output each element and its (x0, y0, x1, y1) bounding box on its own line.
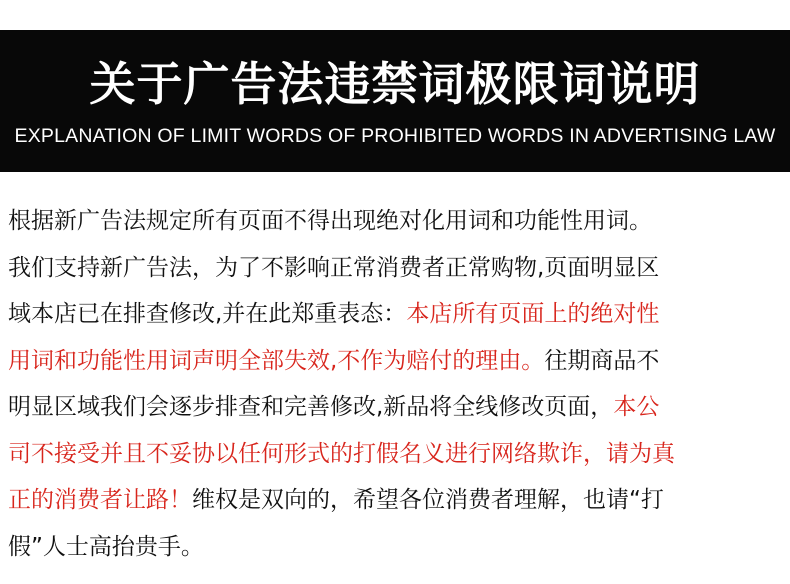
notice-line (8, 291, 784, 338)
notice-text: 根据新广告法规定所有页面不得出现绝对化用词和功能性用词。 (8, 208, 652, 234)
notice-line (8, 338, 784, 385)
notice-line (8, 524, 784, 571)
page-subtitle: EXPLANATION OF LIMIT WORDS OF PROHIBITED WORDS IN ADVERTISING LAW (14, 125, 776, 147)
notice-text: 维权是双向的，希望各位消费者理解，也请“打 (192, 487, 664, 513)
notice-highlight: 用词和功能性用词声明全部失效,不作为赔付的理由。 (8, 347, 545, 374)
notice-text: 明显区域我们会逐步排查和完善修改,新品将全线修改页面， (8, 394, 614, 420)
notice-highlight: 司不接受并且不妥协以任何形式的打假名义进行网络欺诈，请为真 (8, 440, 675, 467)
notice-text: 域本店已在排查修改,并在此郑重表态： (8, 301, 407, 327)
notice-highlight: 正的消费者让路！ (8, 487, 192, 513)
notice-line (8, 431, 784, 478)
notice-line (8, 384, 784, 431)
notice-highlight: 本公 (613, 394, 660, 420)
notice-text: 我们支持新广告法，为了不影响正常消费者正常购物,页面明显区 (8, 254, 660, 281)
notice-line (8, 245, 784, 292)
notice-body (8, 198, 784, 570)
notice-text: 假”人士高抬贵手。 (8, 533, 204, 560)
notice-line (8, 198, 784, 245)
top-margin (0, 0, 790, 30)
header-banner (0, 30, 790, 172)
notice-text: 往期商品不 (544, 347, 660, 374)
page-title: 关于广告法违禁词极限词说明 (89, 57, 701, 111)
notice-highlight: 本店所有页面上的绝对性 (406, 301, 660, 327)
notice-line (8, 477, 784, 524)
